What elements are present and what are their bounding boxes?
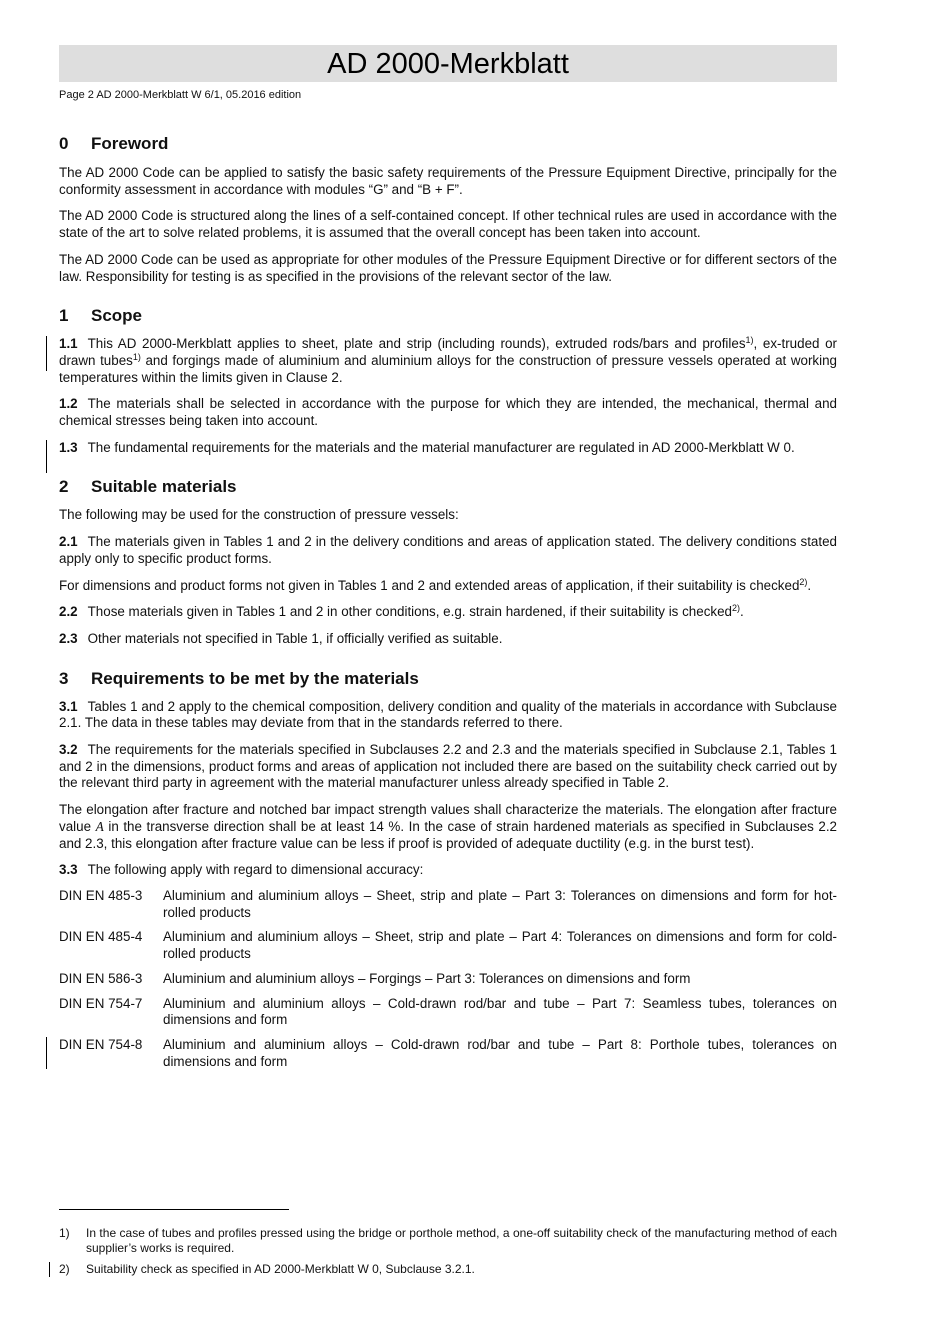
standard-code: DIN EN 586-3 [59, 970, 143, 986]
standard-entry [59, 971, 837, 988]
standard-entry [59, 929, 837, 962]
standard-code: DIN EN 485-4 [59, 929, 143, 945]
footnote-separator [59, 1209, 289, 1210]
section-heading-foreword: 0 Foreword [59, 134, 169, 153]
page-body [59, 45, 837, 1070]
footnote-ref-2[interactable]: 2) [731, 603, 740, 614]
standard-entry [59, 888, 837, 921]
section-heading-scope: 1 Scope [59, 306, 143, 326]
standard-code: DIN EN 754-8 [59, 1036, 143, 1052]
standard-description: Aluminium and aluminium alloys – Cold-drawn rod/bar and tube – Part 7: Seamless tubes, tolerances on dimensions and form [163, 995, 837, 1028]
standard-code: DIN EN 485-3 [59, 887, 143, 903]
standard-description: Aluminium and aluminium alloys – Forgings – Part 3: Tolerances on dimensions and form [163, 970, 691, 986]
document-title-banner [59, 45, 837, 82]
change-bar [46, 440, 47, 473]
standard-description: Aluminium and aluminium alloys – Sheet, strip and plate – Part 3: Tolerances on dimensions and form for hot-rolled products [163, 887, 837, 920]
paragraph: For dimensions and product forms not given in Tables 1 and 2 and extended areas of application, if their suitability is checked$^{2)}$. [59, 576, 812, 593]
change-bar [49, 1262, 50, 1277]
change-bar [46, 1037, 47, 1069]
paragraph: The elongation after fracture and notched bar impact strength values shall characterize the materials. The elongation after fracture value A in the transverse direction shall be at least 14 %. In the case of strain hardened materials as specified in Subclauses 2.2 and 2.3, this elongation after fracture value can be less if proof is provided of adequate ductility (e.g. in the burst test). [59, 802, 838, 851]
footnote-ref-1[interactable]: 1) [745, 335, 754, 346]
paragraph: The AD 2000 Code can be applied to satisfy the basic safety requirements of the Pressure Equipment Directive, principally for the conformity assessment in accordance with modules “G” and “B + F”. [59, 165, 837, 197]
footnote-2: 2) Suitability check as specified in AD 2000-Merkblatt W 0, Subclause 3.2.1. [59, 1262, 837, 1277]
standard-code: DIN EN 754-7 [59, 995, 143, 1011]
standard-entry [59, 1037, 837, 1070]
section-heading-suitable-materials: 2 Suitable materials [59, 477, 237, 497]
clause-2-3: 2.3 Other materials not specified in Table 1, if officially verified as suitable. [59, 630, 503, 646]
clause-3-3: 3.3 The following apply with regard to dimensional accuracy: [59, 862, 424, 878]
document-title: AD 2000-Merkblatt [327, 48, 569, 80]
clause-1-2: 1.2 The materials shall be selected in accordance with the purpose for which they are intended, the mechanical, thermal and chemical stresses being taken into account. [59, 396, 837, 429]
standard-description: Aluminium and aluminium alloys – Sheet, strip and plate – Part 4: Tolerances on dimensions and form for cold-rolled products [163, 929, 837, 962]
footnote-1: 1) In the case of tubes and profiles pressed using the bridge or porthole method, a one-off suitability check of the manufacturing method of each supplier’s works is required. [59, 1226, 837, 1255]
clause-1-1: 1.1 This AD 2000-Merkblatt applies to sheet, plate and strip (including rounds), extruded rods/bars and profiles$^{1)}$, ex-truded or drawn tubes$^{1)}$ and forgings made of aluminium and aluminium alloys for the construction of pressure vessels operated at working temperatures within the limits given in Clause 2. [59, 336, 837, 386]
clause-3-1: 3.1 Tables 1 and 2 apply to the chemical composition, delivery condition and quality of the materials in accordance with Subclause 2.1. The data in these tables may deviate from that in the standards referred to there. [59, 698, 837, 731]
paragraph: The following may be used for the construction of pressure vessels: [59, 507, 459, 523]
clause-3-2: 3.2 The requirements for the materials specified in Subclauses 2.2 and 2.3 and the materials specified in Subclause 2.1, Tables 1 and 2 in the dimensions, product forms and areas of application not included there are based on the suitability check carried out by the relevant third party in agreement with the material manufacturer unless already specified in Table 2. [59, 742, 837, 791]
section-heading-requirements: 3 Requirements to be met by the materials [59, 668, 419, 688]
clause-1-3: 1.3 The fundamental requirements for the materials and the material manufacturer are regulated in AD 2000-Merkblatt W 0. [59, 440, 837, 457]
footnote-ref-2[interactable]: 2) [799, 576, 808, 587]
clause-2-2: 2.2 Those materials given in Tables 1 and 2 in other conditions, e.g. strain hardened, if their suitability is checked$^{2)}$. [59, 603, 744, 620]
footnote-ref-1[interactable]: 1) [132, 351, 141, 362]
standard-description: Aluminium and aluminium alloys – Cold-drawn rod/bar and tube – Part 8: Porthole tubes, tolerances on dimensions and form [163, 1036, 837, 1069]
paragraph: The AD 2000 Code can be used as appropriate for other modules of the Pressure Equipment Directive or for different sectors of the law. Responsibility for testing is as specified in the provisions of the relevant sector of the law. [59, 251, 837, 284]
paragraph: The AD 2000 Code is structured along the lines of a self-contained concept. If other technical rules are used in accordance with the state of the art to solve related problems, it is assumed that the overall concept has been taken into account. [59, 208, 837, 241]
standard-entry [59, 996, 837, 1029]
page-info: Page 2 AD 2000-Merkblatt W 6/1, 05.2016 edition [59, 89, 302, 101]
clause-2-1: 2.1 The materials given in Tables 1 and 2 in the delivery conditions and areas of application stated. The delivery conditions stated apply only to specific product forms. [59, 534, 837, 566]
change-bar [46, 336, 47, 371]
